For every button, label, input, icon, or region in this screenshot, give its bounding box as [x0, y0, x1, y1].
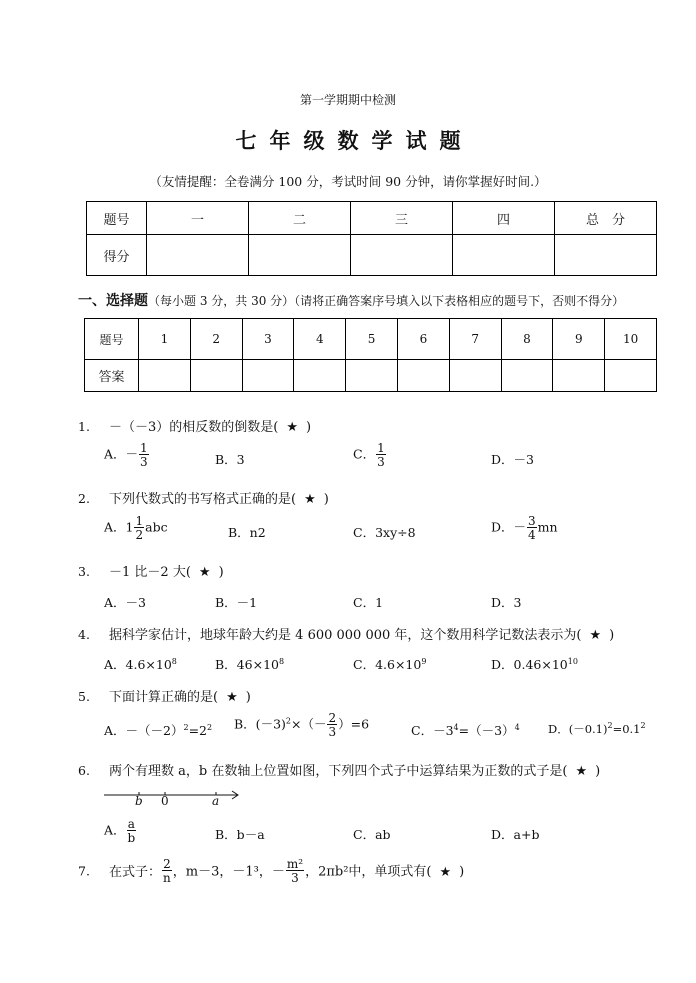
- option-exponent: 2: [607, 721, 613, 731]
- answer-header-q8: 8: [501, 319, 553, 360]
- option-exponent: 8: [171, 656, 177, 666]
- fraction-numerator: 1: [140, 441, 148, 455]
- q3-option-b: B．－1: [215, 595, 258, 610]
- option-base: D．0.46×10: [491, 657, 568, 672]
- q5-option-b: [234, 712, 369, 738]
- star-icon: ★: [439, 864, 452, 880]
- option-mid: =2: [188, 723, 208, 738]
- question-text-b: ，m－3，－1³，－: [172, 864, 285, 880]
- answer-cell-9[interactable]: [553, 360, 605, 392]
- question-number: 6.: [78, 763, 90, 778]
- score-cell-1[interactable]: [147, 235, 249, 276]
- option-base: A．－（－2）: [104, 723, 184, 738]
- option-exponent: 2: [285, 716, 291, 726]
- answer-header-q10: 10: [605, 319, 657, 360]
- answer-cell-5[interactable]: [346, 360, 398, 392]
- q3-option-c: C．1: [353, 595, 384, 610]
- option-label: C．: [353, 446, 376, 462]
- option-label: A．: [104, 822, 126, 838]
- option-exponent: 2: [640, 721, 646, 731]
- fraction: [127, 818, 137, 844]
- q2-option-a: [104, 515, 168, 541]
- option-base: D．(－0.1): [548, 722, 608, 736]
- answer-header-q9: 9: [553, 319, 605, 360]
- star-icon: ★: [304, 492, 316, 507]
- q1-option-a: [104, 442, 150, 468]
- score-header-total: 总 分: [555, 202, 657, 235]
- q1-option-b: B．3: [215, 452, 245, 467]
- fraction-numerator: a: [127, 817, 135, 831]
- option-tail: mn: [537, 519, 558, 535]
- option-exponent: 2: [183, 722, 189, 732]
- answer-cell-1[interactable]: [139, 360, 191, 392]
- question-text: 下列代数式的书写格式正确的是(: [109, 492, 297, 507]
- answer-header-q4: 4: [294, 319, 346, 360]
- question-2: 2. 下列代数式的书写格式正确的是( ★ ): [78, 491, 329, 507]
- q2-option-d: [491, 515, 558, 541]
- fraction: [162, 858, 172, 884]
- star-icon: ★: [198, 565, 211, 580]
- q3-option-d: D．3: [491, 595, 522, 610]
- score-header-part4: 四: [453, 202, 555, 235]
- option-exponent: 8: [278, 656, 285, 666]
- fraction-denominator: 3: [140, 455, 148, 469]
- option-exponent: 9: [421, 656, 427, 666]
- answer-cell-4[interactable]: [294, 360, 346, 392]
- option-label: D．－: [491, 519, 527, 535]
- score-table: [86, 201, 657, 276]
- fraction-numerator: 3: [528, 514, 536, 528]
- q5-option-c: [411, 721, 520, 739]
- fraction-denominator: n: [163, 871, 171, 885]
- q5-option-d: [548, 721, 646, 737]
- option-tail: abc: [145, 519, 168, 535]
- q4-option-b: [215, 655, 284, 673]
- score-cell-4[interactable]: [453, 235, 555, 276]
- q6-option-c: C．ab: [353, 827, 391, 842]
- question-5: 5. 下面计算正确的是( ★ ): [78, 689, 251, 705]
- question-text: 下面计算正确的是(: [109, 690, 219, 705]
- fraction-numerator: 1: [377, 441, 385, 455]
- fraction: [139, 442, 149, 468]
- option-base: C．4.6×10: [353, 657, 422, 672]
- fraction-denominator: b: [127, 831, 136, 845]
- q3-option-a: A．－3: [104, 595, 146, 610]
- answer-cell-6[interactable]: [397, 360, 449, 392]
- q1-option-c: [353, 442, 387, 468]
- exam-note: （友情提醒：全卷满分 100 分，考试时间 90 分钟，请你掌握好时间.）: [149, 174, 547, 189]
- score-cell-total[interactable]: [555, 235, 657, 276]
- section-detail: （每小题 3 分，共 30 分）（请将正确答案序号填入以下表格相应的题号下，否则不得分）: [148, 294, 625, 308]
- answer-row-label: 答案: [85, 360, 139, 392]
- question-number: 1.: [78, 419, 90, 434]
- exam-subtitle: 第一学期期中检测: [299, 93, 396, 107]
- answer-header-q6: 6: [397, 319, 449, 360]
- answer-header-q1: 1: [139, 319, 191, 360]
- question-4: 4. 据科学家估计，地球年龄大约是 4 600 000 000 年，这个数用科学记数法表示为( ★ ): [78, 627, 615, 643]
- option-tail: ）=6: [338, 716, 370, 732]
- question-text-c: ，2πb²中，单项式有(: [305, 864, 432, 880]
- option-base: A．4.6×10: [104, 657, 172, 672]
- q4-option-a: [104, 655, 177, 673]
- question-text: 两个有理数 a，b 在数轴上位置如图，下列四个式子中运算结果为正数的式子是(: [109, 764, 568, 779]
- score-header-label: 题号: [87, 202, 147, 235]
- answer-cell-3[interactable]: [242, 360, 294, 392]
- fraction-denominator: 3: [328, 725, 337, 739]
- fraction-denominator: 3: [377, 455, 385, 469]
- q6-option-a: [104, 818, 137, 844]
- option-exponent: 2: [207, 722, 213, 732]
- option-exponent: 10: [567, 656, 578, 666]
- option-exponent: 4: [514, 722, 520, 732]
- option-mid: =0.1: [612, 722, 641, 736]
- option-label: A．1: [104, 519, 134, 535]
- fraction: [527, 515, 537, 541]
- question-1: 1. －（－3）的相反数的倒数是( ★ ): [78, 419, 312, 435]
- fraction: [376, 442, 386, 468]
- answer-header-q7: 7: [449, 319, 501, 360]
- score-cell-3[interactable]: [351, 235, 453, 276]
- question-text-a: 在式子：: [109, 864, 162, 880]
- answer-cell-8[interactable]: [501, 360, 553, 392]
- section-title: 一、选择题: [78, 293, 148, 309]
- q4-option-d: [491, 655, 578, 673]
- question-number: 2.: [78, 491, 90, 506]
- question-3: 3. －1 比－2 大( ★ ): [78, 564, 224, 580]
- number-line: [104, 786, 244, 808]
- score-header-part2: 二: [249, 202, 351, 235]
- number-line-label-zero: 0: [161, 794, 169, 808]
- fraction-numerator: 2: [163, 857, 171, 871]
- q4-option-c: [353, 655, 426, 673]
- answer-cell-10[interactable]: [605, 360, 657, 392]
- question-text: －（－3）的相反数的倒数是(: [109, 420, 279, 435]
- fraction: [286, 858, 304, 884]
- star-icon: ★: [286, 420, 299, 435]
- number-line-label-a: a: [212, 794, 220, 808]
- option-label: A．: [104, 446, 126, 462]
- fraction: [327, 712, 337, 738]
- question-7: 7. 在式子： $\frac{2}{n}$ ，m－3，－1³，－ $\frac{\text{m²}}{3}$ ，2πb²中，单项式有( ★ ): [78, 857, 465, 885]
- question-number: 4.: [78, 627, 90, 642]
- question-6: 6. 两个有理数 a，b 在数轴上位置如图，下列四个式子中运算结果为正数的式子是( ★ ): [78, 763, 601, 779]
- fraction-numerator: 1: [135, 514, 144, 528]
- exam-title: 七年级数学试题: [235, 128, 474, 153]
- score-header-part1: 一: [147, 202, 249, 235]
- fraction: [134, 515, 144, 541]
- score-cell-2[interactable]: [249, 235, 351, 276]
- star-icon: ★: [226, 690, 238, 705]
- score-row-label: 得分: [87, 235, 147, 276]
- option-sign: －: [125, 446, 139, 462]
- q1-option-d: D．－3: [491, 452, 534, 467]
- q6-option-b: B．b－a: [215, 827, 265, 842]
- option-exponent: 4: [453, 722, 459, 732]
- star-icon: ★: [575, 764, 588, 779]
- fraction-numerator: m²: [286, 857, 304, 871]
- question-number: 5.: [78, 689, 90, 704]
- option-base: B．(－3): [234, 716, 286, 732]
- answer-header-q2: 2: [190, 319, 242, 360]
- fraction-denominator: 2: [135, 528, 144, 542]
- answer-header-q3: 3: [242, 319, 294, 360]
- answer-cell-7[interactable]: [449, 360, 501, 392]
- answer-header-q5: 5: [346, 319, 398, 360]
- answer-cell-2[interactable]: [190, 360, 242, 392]
- question-text: 据科学家估计，地球年龄大约是 4 600 000 000 年，这个数用科学记数法表示为(: [109, 628, 582, 643]
- q2-option-c: C．3xy÷8: [353, 525, 416, 540]
- q5-option-a: [104, 721, 212, 739]
- score-header-part3: 三: [351, 202, 453, 235]
- option-base: B．46×10: [215, 657, 279, 672]
- option-base: C．－3: [411, 723, 454, 738]
- fraction-numerator: 2: [328, 711, 337, 725]
- option-mid: =（－3）: [458, 723, 515, 738]
- answer-header-label: 题号: [85, 319, 139, 360]
- q6-option-d: D．a+b: [491, 827, 540, 842]
- option-mid: ×（－: [291, 716, 327, 732]
- question-text: －1 比－2 大(: [109, 565, 191, 580]
- question-number: 3.: [78, 564, 90, 579]
- question-number: 7.: [78, 863, 90, 879]
- section-heading: [78, 290, 624, 310]
- fraction-denominator: 3: [291, 871, 299, 885]
- answer-table: [84, 318, 657, 392]
- number-line-axis: [104, 787, 244, 801]
- star-icon: ★: [589, 628, 602, 643]
- fraction-denominator: 4: [528, 528, 536, 542]
- q2-option-b: B．n2: [228, 525, 266, 540]
- number-line-label-b: b: [135, 794, 143, 808]
